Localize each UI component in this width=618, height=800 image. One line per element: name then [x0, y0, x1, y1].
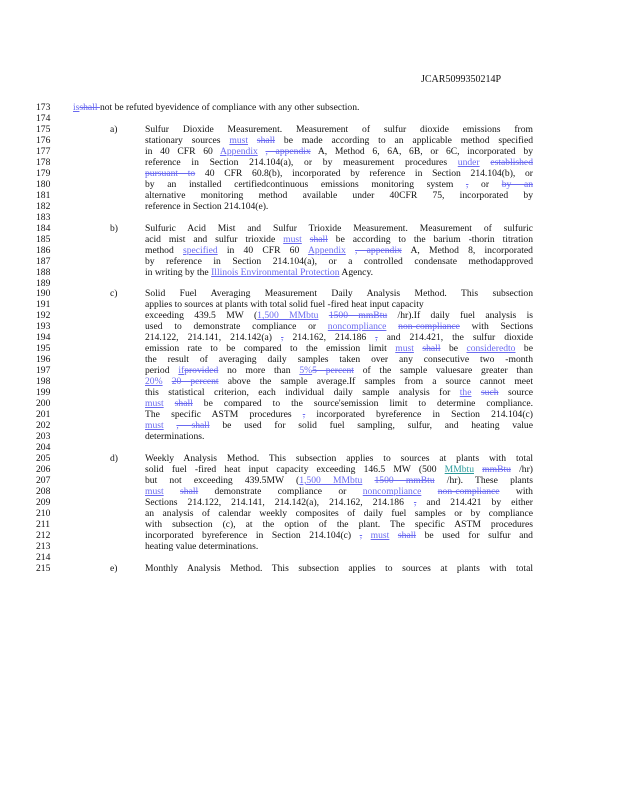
subsection-label: d)	[110, 453, 118, 464]
document-line	[0, 410, 618, 421]
text-run	[480, 158, 491, 168]
document-line	[0, 487, 618, 498]
line-number: 209	[36, 496, 51, 508]
deleted-text: , appendix	[355, 245, 402, 256]
document-line	[0, 553, 618, 564]
document-line	[0, 136, 618, 147]
inserted-text: consideredto	[466, 344, 516, 355]
line-text	[145, 476, 533, 487]
text-run	[163, 377, 172, 387]
text-run: be	[440, 344, 467, 355]
line-text	[145, 333, 533, 344]
text-run	[474, 465, 482, 475]
deleted-text: non-compliance	[398, 322, 460, 333]
line-number: 186	[36, 244, 51, 256]
deleted-text: pursuant to	[145, 168, 196, 179]
deleted-text: shall	[309, 234, 328, 245]
document-line	[0, 125, 618, 136]
line-text	[145, 180, 533, 191]
line-number: 197	[36, 365, 51, 377]
document-line	[0, 355, 618, 366]
text-run: Monthly Analysis Method. This subsection applies to sources at plants with total	[145, 563, 533, 574]
document-line	[0, 432, 618, 443]
text-run: /hr)	[510, 464, 533, 475]
line-number: 187	[36, 255, 51, 267]
line-number: 176	[36, 134, 51, 146]
text-run: Weekly Analysis Method. This subsection applies to sources at plants with total	[145, 454, 533, 464]
text-run: and 214.421 by either	[416, 497, 533, 508]
line-text	[145, 377, 533, 388]
line-number: 195	[36, 343, 51, 355]
text-run: 214.162, 214.186	[283, 333, 376, 344]
line-text	[145, 509, 533, 520]
deleted-text: ,	[359, 530, 363, 541]
text-run: Sulfuric Acid Mist and Sulfur Trioxide Measurement. Measurement of sulfuric	[145, 223, 533, 234]
inserted-text: must	[395, 344, 414, 355]
subsection-label: b)	[110, 222, 118, 234]
document-line	[0, 289, 618, 300]
text-run: Sections 214.122, 214.141, 214.142(a), 214.162, 214.186	[145, 497, 414, 508]
deleted-text: , appendix	[265, 146, 311, 157]
line-text	[145, 410, 533, 421]
deleted-text: shall	[174, 399, 193, 410]
line-number: 199	[36, 387, 51, 399]
document-line	[0, 158, 618, 169]
line-number: 175	[36, 123, 51, 135]
line-number: 178	[36, 156, 51, 168]
text-run: and 214.421, the sulfur dioxide	[377, 333, 533, 344]
line-number: 180	[36, 178, 51, 190]
inserted-text: must	[145, 421, 164, 432]
document-id: JCAR5099350214P	[420, 74, 501, 85]
document-line	[0, 257, 618, 268]
line-text	[145, 158, 533, 169]
text-run: by an installed certifiedcontinuous emissions monitoring system	[145, 179, 466, 190]
document-line	[0, 300, 618, 311]
text-run: be compared to the source'semission limit to determine compliance.	[192, 399, 533, 410]
document-line	[0, 498, 618, 509]
deleted-text: by an	[501, 179, 533, 190]
line-number: 182	[36, 200, 51, 212]
document-line	[0, 520, 618, 531]
line-number: 202	[36, 420, 51, 432]
text-run	[318, 311, 328, 321]
line-number: 196	[36, 354, 51, 366]
document-line	[0, 509, 618, 520]
document-line	[0, 564, 618, 575]
document-line	[0, 235, 618, 246]
line-number: 200	[36, 398, 51, 410]
line-text	[145, 257, 533, 268]
text-run	[472, 388, 481, 398]
text-run	[359, 530, 371, 541]
document-line	[0, 246, 618, 257]
document-line	[0, 531, 618, 542]
document-line	[0, 202, 618, 213]
inserted-text: if	[178, 366, 185, 377]
line-text	[145, 202, 533, 213]
line-text	[145, 268, 533, 279]
text-run: no more than	[218, 366, 300, 377]
document-line	[0, 213, 618, 224]
document-line	[0, 476, 618, 487]
inserted-text: Appendix	[307, 245, 346, 256]
text-run: method	[145, 245, 183, 256]
line-number: 189	[36, 277, 51, 289]
line-text	[145, 531, 533, 542]
text-run: not be refuted byevidence of compliance with any other subsection.	[99, 103, 360, 113]
deleted-text: shall	[256, 135, 276, 146]
line-number: 194	[36, 332, 51, 344]
text-run: reference in Section 214.104(e).	[145, 201, 269, 212]
inserted-text: Appendix	[219, 146, 258, 157]
deleted-text: shall	[79, 103, 100, 113]
text-run: above the sample average.If samples from a source cannot meet	[218, 377, 533, 388]
document-line	[0, 344, 618, 355]
document-line	[0, 465, 618, 476]
text-run: emission rate to be compared to the emission limit	[145, 344, 396, 355]
text-run: exceeding 439.5 MW (	[145, 311, 258, 322]
subsection-label: a)	[110, 123, 118, 135]
line-number: 204	[36, 442, 51, 454]
line-number: 207	[36, 474, 51, 486]
line-number: 184	[36, 222, 51, 234]
deleted-text: , shall	[176, 421, 210, 432]
inserted-text: must	[283, 234, 302, 245]
deleted-text: ,	[375, 333, 378, 344]
text-run: 214.122, 214.141, 214.142(a)	[145, 333, 282, 344]
line-text	[145, 432, 533, 443]
deleted-text: ,	[465, 179, 469, 190]
inserted-text: under	[457, 157, 480, 168]
text-run: reference in Section 214.104(a), or by measurement procedures	[145, 157, 458, 168]
document-line	[0, 147, 618, 158]
line-text	[145, 300, 533, 311]
line-number: 193	[36, 321, 51, 333]
text-run	[389, 531, 398, 541]
text-run: in 40 CFR 60	[145, 146, 220, 157]
text-run	[421, 487, 437, 497]
inserted-text: 1,500 MMbtu	[299, 475, 363, 486]
line-text	[145, 454, 533, 465]
text-run: The specific ASTM procedures	[145, 410, 303, 421]
text-run: by reference in Section 214.104(a), or a controlled condensate methodapproved	[145, 256, 533, 267]
line-number: 198	[36, 376, 51, 388]
text-run: used to demonstrate compliance or	[145, 322, 328, 333]
text-run: applies to sources at plants with total solid fuel -fired heat input capacity	[145, 300, 424, 311]
deleted-text: shall	[422, 344, 441, 355]
line-text	[145, 465, 533, 476]
text-run: be according to the barium -thorin titration	[327, 234, 533, 245]
text-run: A, Method 8, incorporated	[401, 245, 533, 256]
line-text	[145, 136, 533, 147]
line-text	[145, 399, 533, 410]
line-text	[145, 169, 533, 180]
line-text	[145, 542, 533, 553]
line-text	[145, 311, 533, 322]
document-line	[0, 443, 618, 454]
line-text	[145, 147, 533, 158]
text-run: an analysis of calendar weekly composites of daily fuel samples or by compliance	[145, 508, 533, 519]
text-run: /hr).If daily fuel analysis is	[387, 311, 533, 322]
deleted-text: mmBtu	[482, 464, 511, 475]
deleted-text: 1500 mmBtu	[328, 311, 388, 322]
line-text	[145, 246, 533, 257]
line-text	[145, 125, 533, 136]
line-text	[145, 498, 533, 509]
line-number: 183	[36, 211, 51, 223]
document-line	[0, 421, 618, 432]
inserted-text: must	[370, 530, 390, 541]
text-run	[164, 421, 177, 431]
text-run: this statistical criterion, each individual daily sample analysis for	[145, 388, 460, 399]
text-run: 40 CFR 60.8(b), incorporated by reference in Section 214.104(b), or	[195, 168, 533, 179]
deleted-text: such	[480, 388, 499, 399]
text-run	[346, 246, 355, 256]
text-run: incorporated byreference in Section 214.104(c)	[305, 410, 533, 421]
inserted-text: 1,500 MMbtu	[257, 311, 319, 322]
deleted-text: provided	[184, 366, 219, 377]
text-run: with	[499, 486, 533, 497]
text-run: Solid Fuel Averaging Measurement Daily Analysis Method. This subsection	[145, 289, 533, 300]
text-run: /hr). These plants	[434, 475, 533, 486]
deleted-text: 20 percent	[171, 377, 219, 388]
document-line	[0, 169, 618, 180]
text-run	[386, 322, 398, 332]
line-text	[145, 235, 533, 246]
line-text	[145, 191, 533, 202]
document-line	[0, 279, 618, 290]
document-line	[0, 322, 618, 333]
line-number: 213	[36, 540, 51, 552]
text-run: A, Method 6, 6A, 6B, or 6C, incorporated by	[310, 146, 533, 157]
line-text	[73, 103, 533, 114]
document-line	[0, 388, 618, 399]
line-number: 188	[36, 266, 51, 278]
text-run: Sulfur Dioxide Measurement. Measurement of sulfur dioxide emissions from	[145, 124, 533, 135]
deleted-text: shall	[180, 486, 199, 497]
text-run: the result of averaging daily samples taken over any consecutive two -month	[145, 355, 533, 366]
text-run	[248, 136, 257, 146]
document-line	[0, 180, 618, 191]
line-number: 210	[36, 507, 51, 519]
document-line	[0, 103, 618, 114]
document-body	[0, 103, 618, 575]
inserted-text: Illinois Environmental Protection	[211, 267, 340, 278]
line-text	[145, 388, 533, 399]
text-run: be made according to an applicable method specified	[275, 135, 533, 146]
inserted-text: is	[73, 103, 80, 113]
text-run	[164, 487, 180, 497]
document-line	[0, 268, 618, 279]
text-run: in writing by the	[145, 267, 212, 278]
text-run: or	[468, 179, 502, 190]
line-number: 179	[36, 167, 51, 179]
subsection-label: c)	[110, 288, 118, 300]
line-number: 201	[36, 409, 51, 421]
text-run: with Sections	[459, 322, 533, 333]
text-run: but not exceeding 439.5MW (	[145, 475, 300, 486]
line-text	[145, 520, 533, 531]
text-run: alternative monitoring method available under 40CFR 75, incorporated by	[145, 190, 533, 201]
deleted-text: established	[490, 157, 533, 168]
text-run: of the sample valuesare greater than	[353, 366, 533, 377]
line-number: 206	[36, 463, 51, 475]
text-run: be used for solid fuel sampling, sulfur, and heating value	[209, 421, 533, 432]
document-line	[0, 366, 618, 377]
text-run	[164, 399, 175, 409]
line-text	[145, 421, 533, 432]
text-run: period	[145, 366, 179, 377]
inserted-text: must	[145, 399, 164, 410]
deleted-text: non-compliance	[437, 486, 500, 497]
document-line	[0, 454, 618, 465]
line-text	[145, 366, 533, 377]
text-run	[362, 476, 374, 486]
inserted-text: specified	[183, 245, 218, 256]
line-text	[145, 224, 533, 235]
text-run: source	[498, 388, 533, 399]
line-text	[145, 487, 533, 498]
line-number: 190	[36, 288, 51, 300]
document-line	[0, 114, 618, 125]
line-number: 185	[36, 233, 51, 245]
text-run: Agency.	[339, 267, 374, 278]
document-line	[0, 399, 618, 410]
line-number: 212	[36, 529, 51, 541]
text-run: be	[515, 344, 533, 355]
line-number: 181	[36, 189, 51, 201]
line-number: 205	[36, 453, 51, 464]
document-line	[0, 333, 618, 344]
line-number: 192	[36, 310, 51, 322]
inserted-text: the	[459, 388, 472, 399]
text-run: acid mist and sulfur trioxide	[145, 234, 284, 245]
subsection-label: e)	[110, 562, 118, 574]
line-text	[145, 355, 533, 366]
inserted-text: must	[229, 135, 249, 146]
deleted-text: ,	[281, 333, 284, 344]
text-run: determinations.	[145, 432, 205, 443]
document-line	[0, 377, 618, 388]
inserted-text: noncompliance	[327, 322, 387, 333]
deleted-text: 1500 mmBtu	[374, 475, 435, 486]
line-text	[145, 322, 533, 333]
text-run: stationary sources	[145, 135, 230, 146]
line-number: 203	[36, 431, 51, 443]
deleted-text: 5 percent	[312, 366, 354, 377]
line-number: 211	[36, 518, 51, 530]
text-run: with subsection (c), at the option of the plant. The specific ASTM procedures	[145, 519, 533, 530]
text-run: demonstrate compliance or	[198, 486, 363, 497]
deleted-text: shall	[397, 530, 417, 541]
line-number: 214	[36, 551, 51, 563]
deleted-text: ,	[413, 497, 417, 508]
text-run: incorporated byreference in Section 214.104(c)	[145, 530, 360, 541]
deleted-text: ,	[302, 410, 306, 421]
line-number: 208	[36, 485, 51, 497]
text-run: solid fuel -fired heat input capacity exceeding 146.5 MW (500	[145, 464, 445, 475]
line-text	[145, 564, 533, 575]
document-line	[0, 542, 618, 553]
inserted-text: must	[145, 486, 164, 497]
text-run: in 40 CFR 60	[217, 245, 308, 256]
document-line	[0, 191, 618, 202]
line-number: 215	[36, 562, 51, 574]
line-number: 173	[36, 102, 51, 113]
line-number: 191	[36, 299, 51, 311]
inserted-text: 20%	[145, 377, 163, 388]
line-number: 177	[36, 145, 51, 157]
line-text	[145, 344, 533, 355]
document-line	[0, 224, 618, 235]
text-run	[302, 235, 310, 245]
text-run: heating value determinations.	[145, 541, 259, 552]
inserted-text: 5%	[299, 366, 313, 377]
line-text	[145, 289, 533, 300]
document-line	[0, 311, 618, 322]
text-run: be used for sulfur and	[416, 530, 533, 541]
inserted-text: noncompliance	[362, 486, 422, 497]
tracked-text: MMbtu	[444, 464, 474, 475]
line-number: 174	[36, 112, 51, 124]
